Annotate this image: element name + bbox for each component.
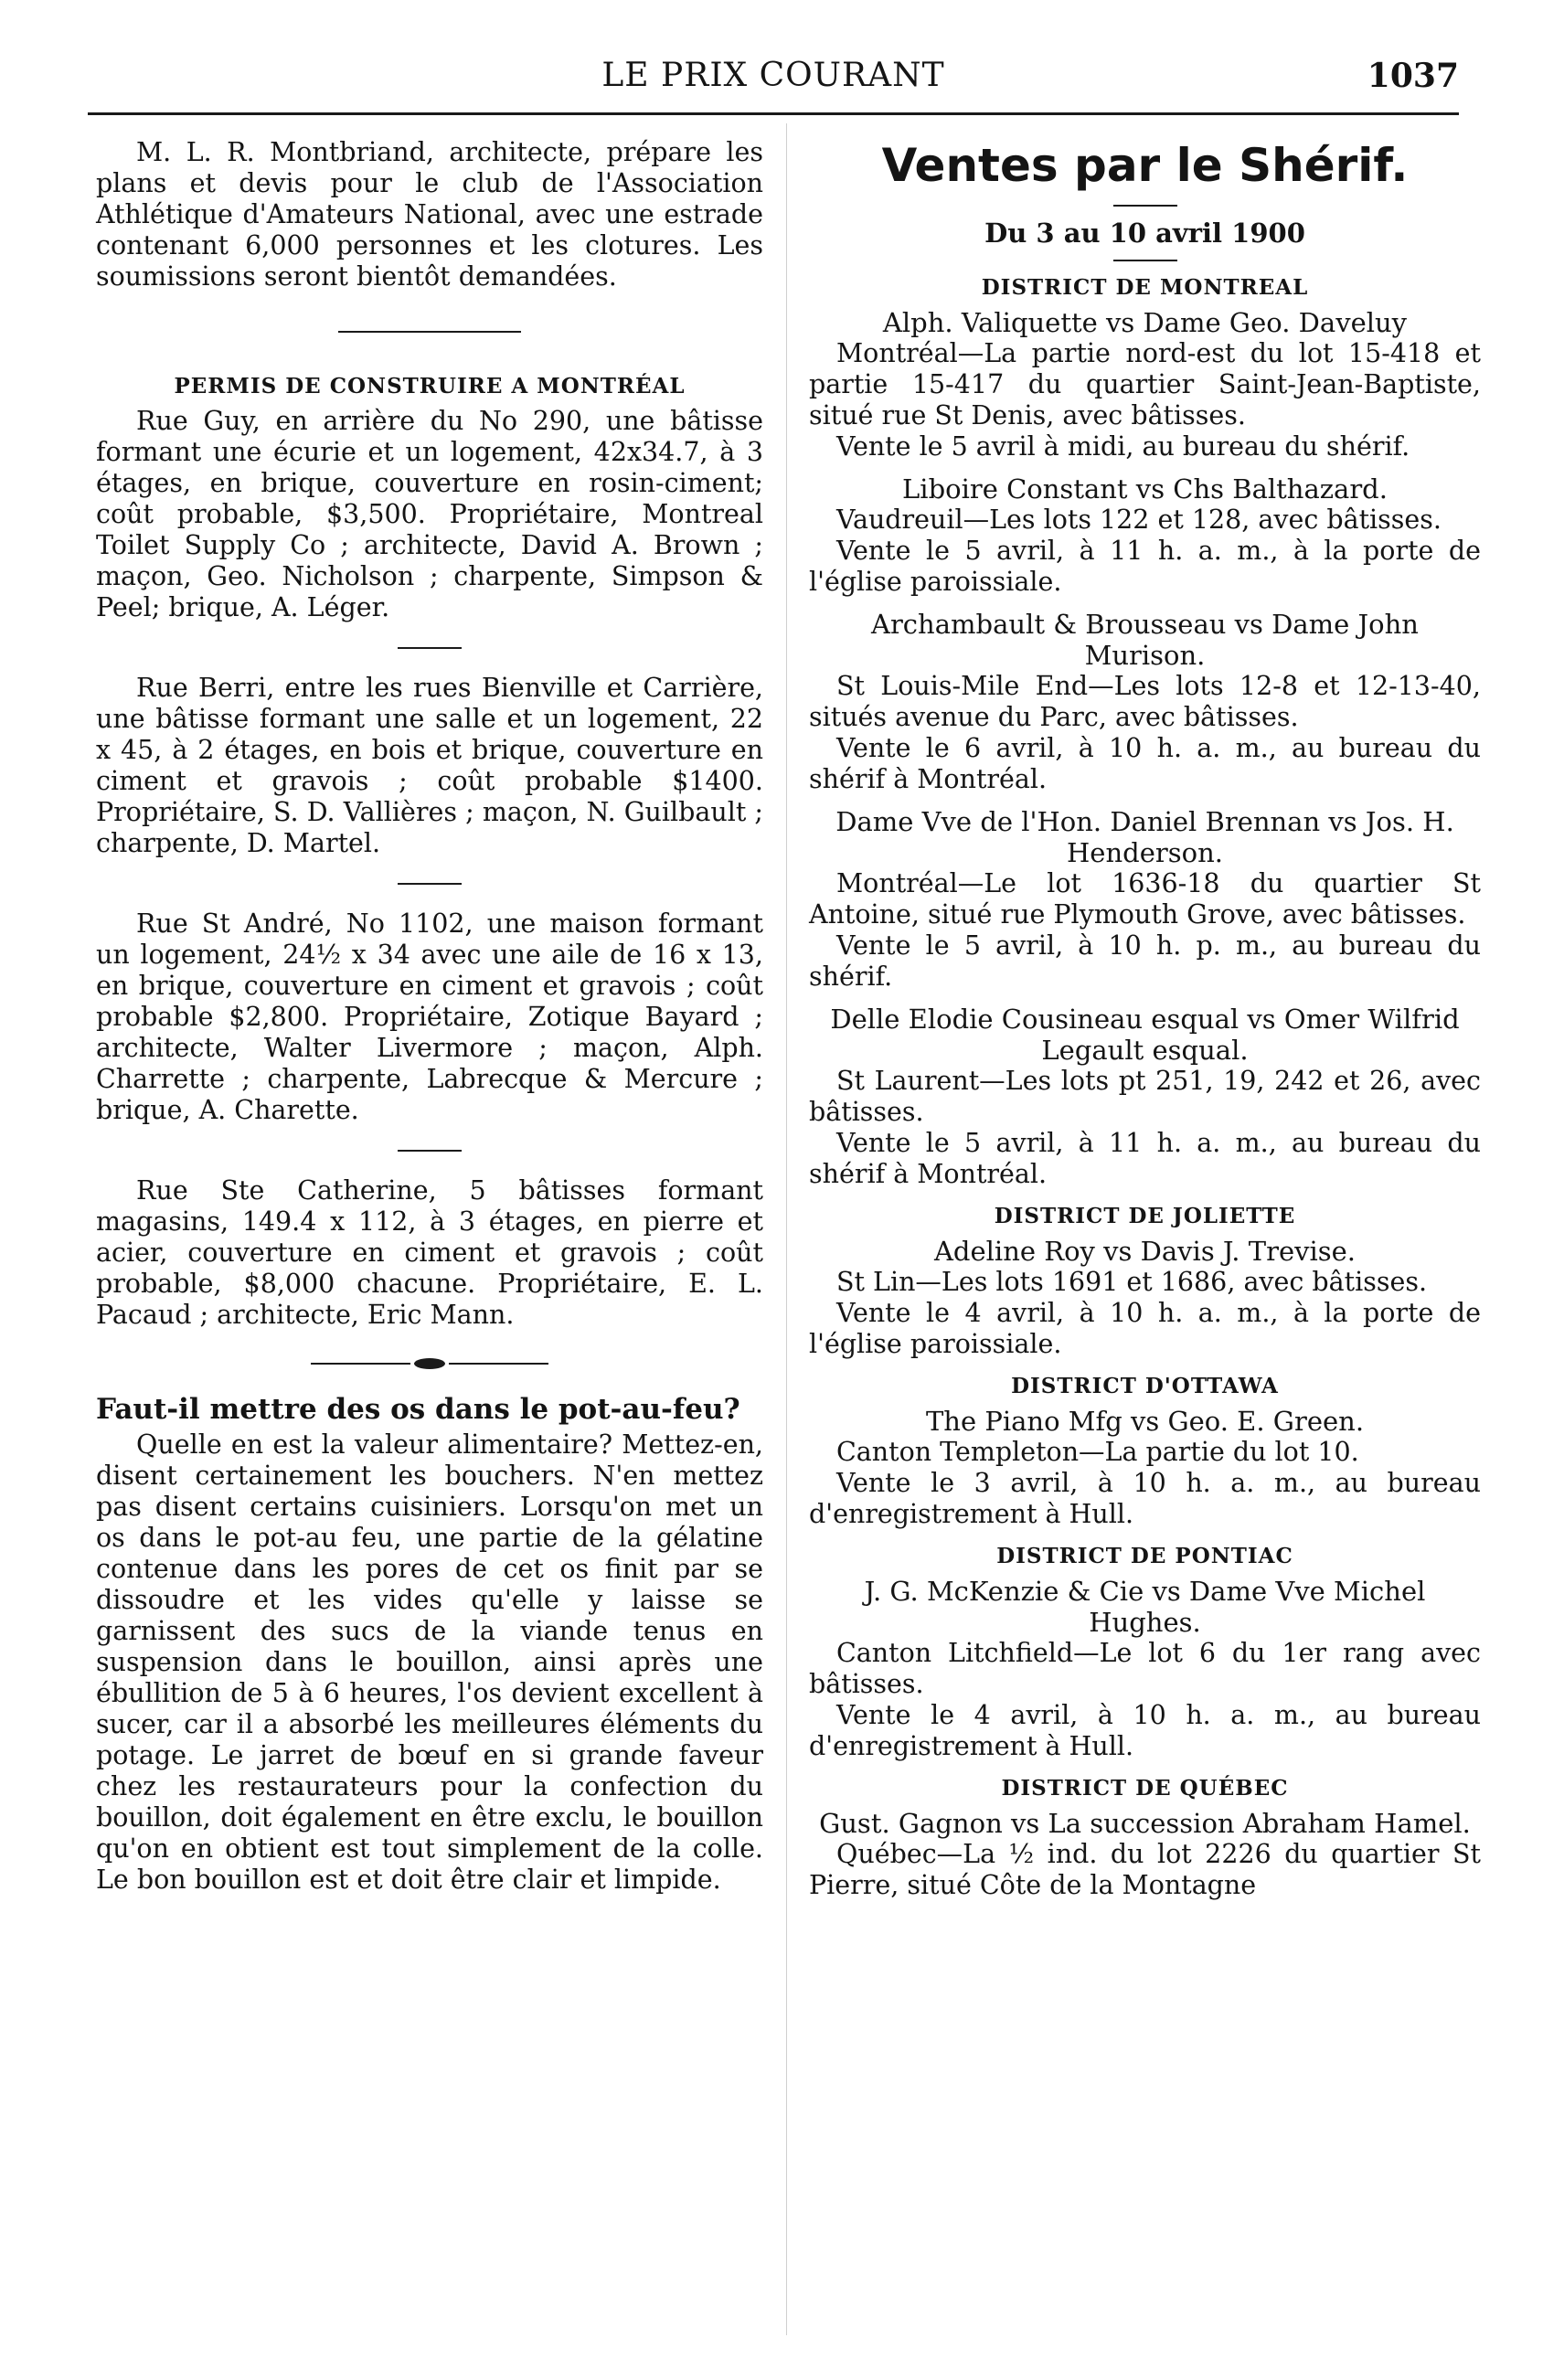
section-title: Ventes par le Shérif. xyxy=(881,139,1409,192)
case-sale: Vente le 3 avril, à 10 h. a. m., au bureau d'enregistrement à Hull. xyxy=(809,1468,1481,1529)
case-title: Liboire Constant vs Chs Balthazard. xyxy=(902,473,1388,505)
separator-rule xyxy=(398,647,462,649)
case-title: Dame Vve de l'Hon. Daniel Brennan vs Jos. H. Henderson. xyxy=(835,806,1454,868)
case-title: Alph. Valiquette vs Dame Geo. Daveluy xyxy=(882,307,1408,338)
case-detail: Montréal—La partie nord-est du lot 15-418 et partie 15-417 du quartier Saint-Jean-Baptiste, situé rue St Denis, avec bâtisses. xyxy=(809,338,1481,430)
separator-rule xyxy=(338,331,521,333)
case-title: J. G. McKenzie & Cie vs Dame Vve Michel Hughes. xyxy=(864,1576,1426,1638)
case-detail: Montréal—Le lot 1636-18 du quartier St Antoine, situé rue Plymouth Grove, avec bâtisses. xyxy=(809,868,1481,930)
sale-case xyxy=(809,307,1481,462)
date-range: Du 3 au 10 avril 1900 xyxy=(984,218,1305,249)
permits-heading: PERMIS DE CONSTRUIRE A MONTRÉAL xyxy=(174,374,686,398)
sale-case xyxy=(809,1236,1481,1360)
case-detail: St Louis-Mile End—Les lots 12-8 et 12-13-40, situés avenue du Parc, avec bâtisses. xyxy=(809,671,1481,732)
intro-paragraph: M. L. R. Montbriand, architecte, prépare les plans et devis pour le club de l'Association Athlétique d'Amateurs National, avec une estrade contenant 6,000 personnes et les clotures. Les soumissions seront bientôt demandées. xyxy=(96,137,763,292)
running-title: LE PRIX COURANT xyxy=(601,57,945,94)
case-sale: Vente le 6 avril, à 10 h. a. m., au bureau du shérif à Montréal. xyxy=(809,733,1481,794)
separator-rule xyxy=(1113,205,1177,207)
permit-entry: Rue St André, No 1102, une maison formant un logement, 24½ x 34 avec une aile de 16 x 13, en brique, couverture en ciment et gravois ; coût probable $2,800. Propriétaire, Zotique Bayard ; architecte, Walter Livermore ; maçon, Alph. Charrette ; charpente, Labrecque & Mercure ; brique, A. Charette. xyxy=(96,908,763,1125)
case-detail: Vaudreuil—Les lots 122 et 128, avec bâtisses. xyxy=(836,505,1442,535)
district-heading: DISTRICT DE QUÉBEC xyxy=(1001,1776,1289,1801)
case-detail: Canton Templeton—La partie du lot 10. xyxy=(836,1437,1359,1467)
left-column xyxy=(96,137,763,2343)
article-title: Faut-il mettre des os dans le pot-au-feu? xyxy=(96,1393,740,1426)
sale-case xyxy=(809,1808,1481,1901)
case-detail: Canton Litchfield—Le lot 6 du 1er rang avec bâtisses. xyxy=(809,1638,1481,1699)
case-sale: Vente le 5 avril, à 11 h. a. m., au bureau du shérif à Montréal. xyxy=(809,1128,1481,1189)
case-title: Delle Elodie Cousineau esqual vs Omer Wilfrid Legault esqual. xyxy=(830,1004,1460,1066)
separator-rule xyxy=(398,883,462,885)
district-heading: DISTRICT D'OTTAWA xyxy=(1011,1374,1279,1398)
case-sale: Vente le 4 avril, à 10 h. a. m., à la porte de l'église paroissiale. xyxy=(809,1298,1481,1359)
header-rule xyxy=(88,112,1459,115)
sale-case xyxy=(809,1406,1481,1530)
case-sale: Vente le 4 avril, à 10 h. a. m., au bureau d'enregistrement à Hull. xyxy=(809,1700,1481,1761)
ornament-divider xyxy=(311,1358,548,1369)
sale-case xyxy=(809,1576,1481,1762)
article-body: Quelle en est la valeur alimentaire? Mettez-en, disent certainement les bouchers. N'en mettez pas disent certains cuisiniers. Lorsqu'on met un os dans le pot-au feu, une partie de la gélatine contenue dans les pores de cet os finit par se dissoudre et les vides qu'elle y laisse se garnissent des sucs de la viande tenus en suspension dans le bouillon, ainsi après une ébullition de 5 à 6 heures, l'os devient excellent à sucer, car il a absorbé les meilleures éléments du potage. Le jarret de bœuf en si grande faveur chez les restaurateurs pour la confection du bouillon, doit également en être exclu, le bouillon qu'on en obtient est tout simplement de la colle. Le bon bouillon est et doit être clair et limpide. xyxy=(96,1429,763,1895)
district-heading: DISTRICT DE PONTIAC xyxy=(996,1544,1293,1568)
sale-case xyxy=(809,609,1481,795)
case-sale: Vente le 5 avril, à 11 h. a. m., à la porte de l'église paroissiale. xyxy=(809,536,1481,597)
separator-rule xyxy=(398,1150,462,1152)
page-header xyxy=(88,44,1459,108)
sale-case xyxy=(809,1004,1481,1190)
right-column xyxy=(809,137,1481,2343)
case-title: Gust. Gagnon vs La succession Abraham Hamel. xyxy=(819,1808,1471,1839)
permit-entry: Rue Ste Catherine, 5 bâtisses formant magasins, 149.4 x 112, à 3 étages, en pierre et acier, couverture en ciment et gravois ; coût probable, $8,000 chacune. Propriétaire, E. L. Pacaud ; architecte, Eric Mann. xyxy=(96,1175,763,1330)
case-title: Adeline Roy vs Davis J. Trevise. xyxy=(933,1236,1357,1267)
case-sale: Vente le 5 avril, à 10 h. p. m., au bureau du shérif. xyxy=(809,930,1481,992)
case-detail: Québec—La ½ ind. du lot 2226 du quartier St Pierre, situé Côte de la Montagne xyxy=(809,1839,1481,1900)
separator-rule xyxy=(1113,260,1177,261)
case-detail: St Lin—Les lots 1691 et 1686, avec bâtisses. xyxy=(836,1267,1428,1297)
district-heading: DISTRICT DE JOLIETTE xyxy=(994,1204,1296,1228)
case-detail: St Laurent—Les lots pt 251, 19, 242 et 26, avec bâtisses. xyxy=(809,1066,1481,1127)
district-heading: DISTRICT DE MONTREAL xyxy=(981,275,1309,300)
permit-entry: Rue Berri, entre les rues Bienville et Carrière, une bâtisse formant une salle et un logement, 22 x 45, à 2 étages, en bois et brique, couverture en ciment et gravois ; coût probable $1400. Propriétaire, S. D. Vallières ; maçon, N. Guilbault ; charpente, D. Martel. xyxy=(96,673,763,858)
case-sale: Vente le 5 avril à midi, au bureau du shérif. xyxy=(836,431,1410,462)
sale-case xyxy=(809,473,1481,598)
case-title: Archambault & Brousseau vs Dame John Murison. xyxy=(871,609,1419,671)
case-title: The Piano Mfg vs Geo. E. Green. xyxy=(925,1406,1365,1437)
page-number: 1037 xyxy=(1367,57,1459,95)
sale-case xyxy=(809,806,1481,993)
permit-entry: Rue Guy, en arrière du No 290, une bâtisse formant une écurie et un logement, 42x34.7, à 3 étages, en brique, couverture en rosin-ciment; coût probable, $3,500. Propriétaire, Montreal Toilet Supply Co ; architecte, David A. Brown ; maçon, Geo. Nicholson ; charpente, Simpson & Peel; brique, A. Léger. xyxy=(96,406,763,622)
column-divider xyxy=(786,123,787,2335)
